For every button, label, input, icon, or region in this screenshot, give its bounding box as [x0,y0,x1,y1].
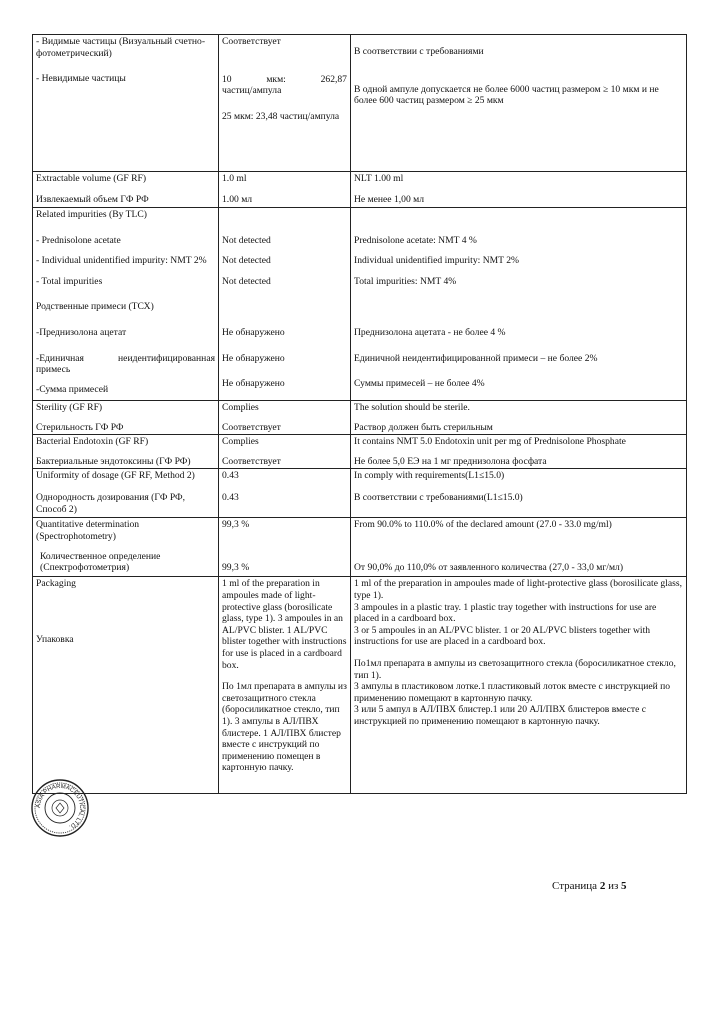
invisible-particles-label: - Невидимые частицы [36,73,126,85]
result-cell: Complies Соответствует [219,435,351,469]
result-cell: 99,3 % 99,3 % [219,518,351,577]
requirement-cell: The solution should be sterile. Раствор должен быть стерильным [351,401,687,435]
visible-particles-result: Соответствует [222,36,281,47]
requirement-cell: NLT 1.00 ml Не менее 1,00 мл [351,172,687,208]
param-cell: Packaging Упаковка [33,577,219,794]
result-cell: 0.43 0.43 [219,469,351,518]
page-number: Страница 2 из 5 [552,880,627,892]
requirement-cell: In comply with requirements(L1≤15.0) В соответствии с требованиями(L1≤15.0) [351,469,687,518]
param-cell: Bacterial Endotoxin (GF RF) Бактериальные эндотоксины (ГФ РФ) [33,435,219,469]
extractable-label-en: Extractable volume (GF RF) [36,173,147,184]
specification-table [32,34,687,794]
table-row [33,518,687,577]
requirement-cell: It contains NMT 5.0 Endotoxin unit per mg of Prednisolone Phosphate Не более 5,0 ЕЭ на 1 мг преднизолона фосфата [351,435,687,469]
invisible-particles-requirement: В одной ампуле допускается не более 6000 частиц размером ≥ 10 мкм и не более 600 частиц размером ≥ 25 мкм [354,83,659,107]
param-cell [33,35,219,172]
impurities-title-en: Related impurities (By TLC) [36,209,147,220]
result-cell: Соответствует 10 мкм: 262,87 частиц/ампула 25 мкм: 23,48 частиц/ампула [219,35,351,172]
impurities-title-ru: Родственные примеси (ТСХ) [36,301,154,313]
table-row [33,172,687,208]
requirement-cell: 1 ml of the preparation in ampoules made of light-protective glass (borosilicate glass, type 1). 3 ampoules in a plastic tray. 1 plastic tray together with instructions for use are placed in a cardboard box. 3 or 5 ampoules in an AL/PVC blister. 1 or 20 AL/PVC blisters together with instructions for use are placed in a cardboard box. По1мл препарата в ампулы из светозащитного стекла (боросиликатное стекло, тип 1). 3 ампулы в пластиковом лотке.1 пластиковый лоток вместе с инструкцией по применению помещают в картонную пачку. 3 или 5 ампул в АЛ/ПВХ блистер.1 или 20 АЛ/ПВХ блистеров вместе с инструкцией по применению помещают в картонную пачку. [351,577,687,794]
requirement-cell: Prednisolone acetate: NMT 4 % Individual unidentified impurity: NMT 2% Total impurities: NMT 4% Преднизолона ацетата - не более 4 % Единичной неидентифицированной примеси – не более 2% Суммы примесей – не более 4% [351,208,687,401]
invisible-particles-result-b: 25 мкм: 23,48 частиц/ампула [222,110,340,122]
invisible-particles-result-a: 10 мкм: 262,87 [222,73,347,85]
result-cell: 1 ml of the preparation in ampoules made of light-protective glass (borosilicate glass, type 1). 3 ampoules in an AL/PVC blister. 1 AL/PVC blister together with instructions for use is placed in a cardboard box. По 1мл препарата в ампулы из светозащитного стекла (боросиликатное стекло, тип 1). 3 ампулы в АЛ/ПВХ блистере. 1 АЛ/ПВХ блистер вместе с инструкций по применению помещен в картонную пачку. [219,577,351,794]
table-row [33,208,687,401]
param-cell [33,172,219,208]
table-row [33,577,687,794]
param-cell: Quantitative determination (Spectrophotometry) Количественное определение (Спектрофотометрия) [33,518,219,577]
param-cell: Uniformity of dosage (GF RF, Method 2) Однородность дозирования (ГФ РФ, Способ 2) [33,469,219,518]
visible-particles-label: - Видимые частицы (Визуальный счетно-фотометрический) [36,36,206,59]
visible-particles-requirement: В соответствии с требованиями [354,46,484,57]
param-cell: Sterility (GF RF) Стерильность ГФ РФ [33,401,219,435]
company-stamp-icon [30,778,90,838]
result-cell: Complies Соответствует [219,401,351,435]
table-row [33,35,687,172]
requirement-cell: From 90.0% to 110.0% of the declared amount (27.0 - 33.0 mg/ml) От 90,0% до 110,0% от заявленного количества (27,0 - 33,0 мг/мл) [351,518,687,577]
table-row [33,469,687,518]
table-row [33,435,687,469]
table-row [33,401,687,435]
result-cell: 1.0 ml 1.00 мл [219,172,351,208]
requirement-cell [351,35,687,172]
stamp-text: ASIA PHARMACEUTICAL LTD. [35,783,85,830]
param-cell: Related impurities (By TLC) - Prednisolone acetate - Individual unidentified impurity: NMT 2% - Total impurities Родственные примеси (ТСХ) -Преднизолона ацетат -Единичная неидентифицированная примесь -Сумма примесей [33,208,219,401]
extractable-label-ru: Извлекаемый объем ГФ РФ [36,193,149,205]
result-cell: Not detected Not detected Not detected Не обнаружено Не обнаружено Не обнаружено [219,208,351,401]
